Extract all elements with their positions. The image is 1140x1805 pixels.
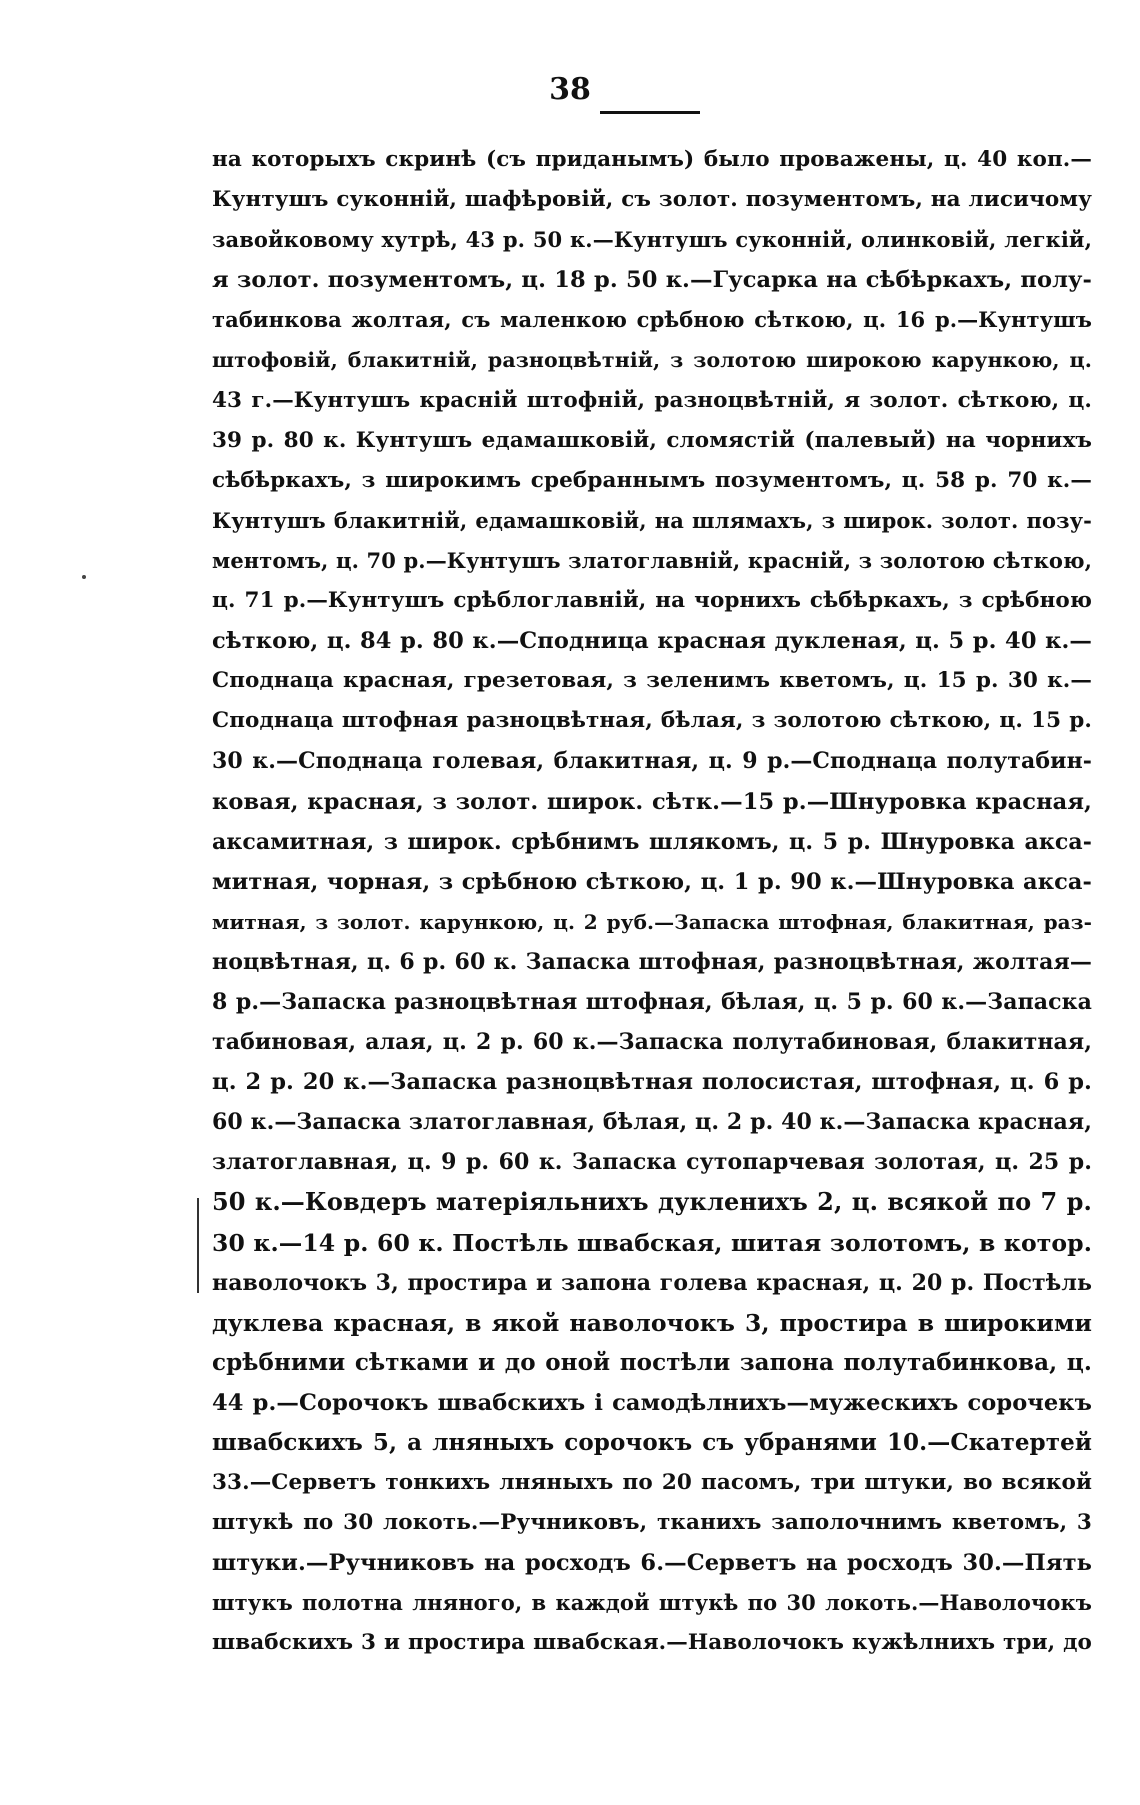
- text-line: 44 р.—Сорочокъ швабскихъ і самодѣлнихъ—мужескихъ сорочекъ: [212, 1389, 1092, 1416]
- text-line: штофовій, блакитній, разноцвѣтній, з золотою широкою карункою, ц.: [212, 348, 1092, 373]
- text-line: митная, чорная, з срѣбною сѣткою, ц. 1 р. 90 к.—Шнуровка акса-: [212, 868, 1092, 895]
- text-line: табинкова жолтая, съ маленкою срѣбною сѣткою, ц. 16 р.—Кунтушъ: [212, 307, 1092, 333]
- text-line: златоглавная, ц. 9 р. 60 к. Запаска сутопарчевая золотая, ц. 25 р.: [212, 1149, 1092, 1176]
- text-line: завойковому хутрѣ, 43 р. 50 к.—Кунтушъ суконній, олинковій, легкій,: [212, 227, 1092, 253]
- body-text: [212, 140, 1092, 1664]
- text-line: срѣбними сѣтками и до оной постѣли запона полутабинкова, ц.: [212, 1348, 1092, 1376]
- text-line: сѣбѣркахъ, з широкимъ сребраннымъ позументомъ, ц. 58 р. 70 к.—: [212, 467, 1092, 493]
- text-line: 43 г.—Кунтушъ красній штофній, разноцвѣтній, я золот. сѣткою, ц.: [212, 387, 1092, 413]
- text-line: 60 к.—Запаска златоглавная, бѣлая, ц. 2 р. 40 к.—Запаска красная,: [212, 1109, 1092, 1136]
- text-line: ковая, красная, з золот. широк. сѣтк.—15 р.—Шнуровка красная,: [212, 788, 1092, 815]
- text-line: 30 к.—14 р. 60 к. Постѣль швабская, шитая золотомъ, в котор.: [212, 1228, 1092, 1257]
- text-line: ц. 71 р.—Кунтушъ срѣблоглавній, на чорнихъ сѣбѣркахъ, з срѣбною: [212, 588, 1092, 614]
- text-line: ц. 2 р. 20 к.—Запаска разноцвѣтная полосистая, штофная, ц. 6 р.: [212, 1069, 1092, 1096]
- text-line: Кунтушъ суконній, шафѣровій, съ золот. позументомъ, на лисичому: [212, 187, 1092, 213]
- text-line: Споднаца красная, грезетовая, з зеленимъ кветомъ, ц. 15 р. 30 к.—: [212, 668, 1092, 694]
- text-line: табиновая, алая, ц. 2 р. 60 к.—Запаска полутабиновая, блакитная,: [212, 1029, 1092, 1056]
- text-line: ноцвѣтная, ц. 6 р. 60 к. Запаска штофная, разноцвѣтная, жолтая—: [212, 948, 1092, 975]
- text-line: швабскихъ 5, а лняныхъ сорочокъ съ убранями 10.—Скатертей: [212, 1429, 1092, 1456]
- text-line: 8 р.—Запаска разноцвѣтная штофная, бѣлая, ц. 5 р. 60 к.—Запаска: [212, 988, 1092, 1015]
- text-line: Споднаца штофная разноцвѣтная, бѣлая, з золотою сѣткою, ц. 15 р.: [212, 708, 1092, 734]
- text-line: ментомъ, ц. 70 р.—Кунтушъ златоглавній, красній, з золотою сѣткою,: [212, 547, 1092, 573]
- text-line: Кунтушъ блакитній, едамашковій, на шлямахъ, з широк. золот. позу-: [212, 507, 1092, 533]
- text-line: 33.—Серветъ тонкихъ лняныхъ по 20 пасомъ, три штуки, во всякой: [212, 1470, 1092, 1496]
- text-line: швабскихъ 3 и простира швабская.—Наволочокъ кужѣлнихъ три, до: [212, 1630, 1092, 1656]
- text-line: 30 к.—Споднаца голевая, блакитная, ц. 9 р.—Споднаца полутабин-: [212, 748, 1092, 775]
- text-line: я золот. позументомъ, ц. 18 р. 50 к.—Гусарка на сѣбѣркахъ, полу-: [212, 267, 1092, 294]
- text-line: штукѣ по 30 локоть.—Ручниковъ, тканихъ заполочнимъ кветомъ, 3: [212, 1510, 1092, 1536]
- text-line: дуклева красная, в якой наволочокъ 3, простира в широкими: [212, 1308, 1092, 1337]
- margin-mark: [197, 1198, 199, 1293]
- page-number-underline: [600, 111, 700, 114]
- text-line: сѣткою, ц. 84 р. 80 к.—Сподница красная дукленая, ц. 5 р. 40 к.—: [212, 628, 1092, 655]
- print-speck: [82, 575, 86, 579]
- page-number: 38: [549, 72, 591, 107]
- text-line: 50 к.—Ковдеръ матеріяльнихъ дукленихъ 2, ц. всякой по 7 р.: [212, 1187, 1092, 1217]
- text-line: штукъ полотна лняного, в каждой штукѣ по 30 локоть.—Наволочокъ: [212, 1590, 1092, 1616]
- text-line: аксамитная, з широк. срѣбнимъ шлякомъ, ц. 5 р. Шнуровка акса-: [212, 828, 1092, 855]
- text-line: на которыхъ скринѣ (съ приданымъ) было проважены, ц. 40 коп.—: [212, 147, 1092, 172]
- text-line: митная, з золот. карункою, ц. 2 руб.—Запаска штофная, блакитная, раз-: [212, 909, 1092, 934]
- text-line: штуки.—Ручниковъ на росходъ 6.—Серветъ на росходъ 30.—Пять: [212, 1550, 1092, 1577]
- text-line: 39 р. 80 к. Кунтушъ едамашковій, сломястій (палевый) на чорнихъ: [212, 427, 1092, 453]
- text-line: наволочокъ 3, простира и запона голева красная, ц. 20 р. Постѣль: [212, 1269, 1092, 1296]
